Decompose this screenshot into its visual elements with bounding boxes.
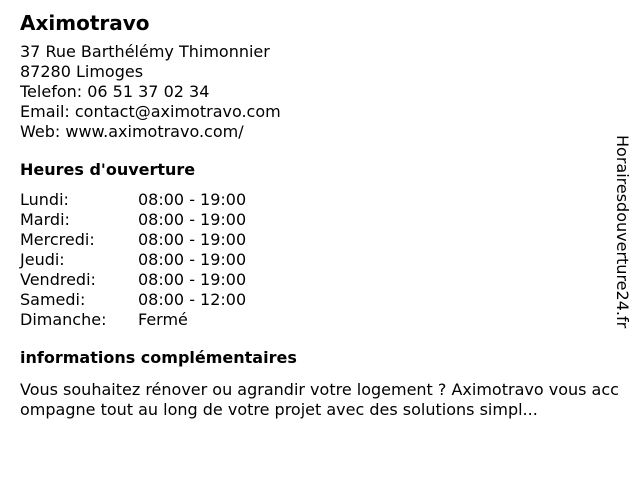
time-value: Fermé [138,310,188,329]
phone-number: Telefon: 06 51 37 02 34 [20,82,210,101]
hours-row-monday [20,190,630,210]
hours-row-tuesday [20,210,630,230]
website-url: Web: www.aximotravo.com/ [20,122,244,141]
hours-row-saturday [20,290,630,310]
business-card [20,10,630,420]
time-value: 08:00 - 19:00 [138,230,247,249]
time-value: 08:00 - 19:00 [138,270,247,289]
day-label: Mardi: [20,210,70,229]
day-label: Mercredi: [20,230,95,249]
hours-row-wednesday [20,230,630,250]
hours-row-thursday [20,250,630,270]
day-label: Samedi: [20,290,86,309]
hours-row-friday [20,270,630,290]
day-label: Lundi: [20,190,69,209]
time-value: 08:00 - 12:00 [138,290,247,309]
additional-info-text: Vous souhaitez rénover ou agrandir votre logement ? Aximotravo vous accompagne tout au long de votre projet avec des solutions simpl... [20,380,619,419]
opening-hours-title: Heures d'ouverture [20,160,196,179]
time-value: 08:00 - 19:00 [138,250,247,269]
day-label: Dimanche: [20,310,107,329]
time-value: 08:00 - 19:00 [138,190,247,209]
day-label: Jeudi: [20,250,65,269]
day-label: Vendredi: [20,270,96,289]
email-address: Email: contact@aximotravo.com [20,102,281,121]
additional-info-title: informations complémentaires [20,348,297,367]
hours-row-sunday [20,310,630,330]
address-street: 37 Rue Barthélémy Thimonnier [20,42,270,61]
site-watermark: Horairesdouverture24.fr [613,135,632,329]
time-value: 08:00 - 19:00 [138,210,247,229]
business-name: Aximotravo [20,11,150,35]
opening-hours-table [20,190,630,330]
address-city: 87280 Limoges [20,62,144,81]
